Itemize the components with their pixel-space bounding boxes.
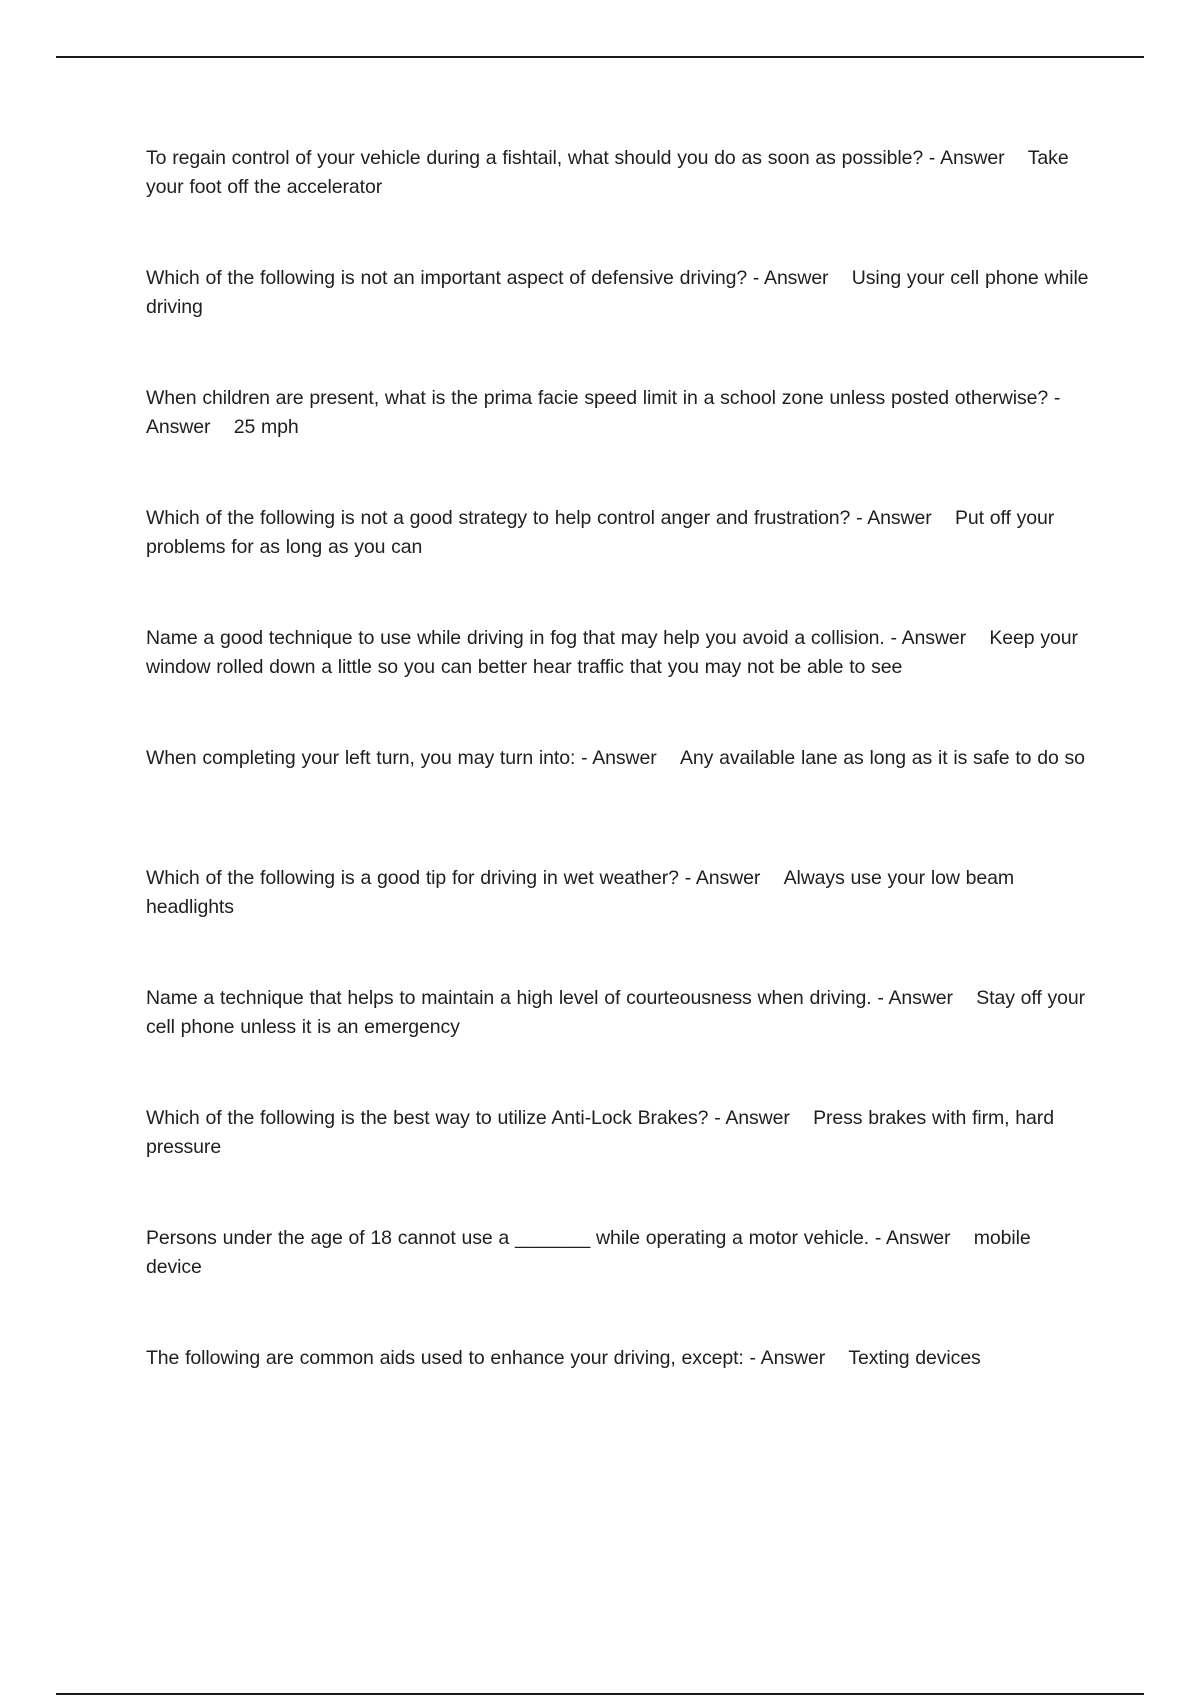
answer-text: Press brakes with firm, hard pressure (146, 1107, 1054, 1158)
footer-rule (56, 1693, 1144, 1695)
answer-marker: - Answer (884, 627, 967, 649)
question-text: When children are present, what is the prima facie speed limit in a school zone unless posted otherwise? (146, 387, 1049, 409)
question-text: When completing your left turn, you may turn into: (146, 747, 576, 769)
answer-text: Put off your problems for as long as you can (146, 507, 1055, 558)
answer-marker: - Answer (708, 1107, 790, 1129)
answer-text: Stay off your cell phone unless it is an emergency (146, 987, 1086, 1038)
answer-text: Always use your low beam headlights (146, 867, 1015, 918)
qa-item (146, 384, 1090, 504)
answer-text: Using your cell phone while driving (146, 267, 1089, 318)
answer-marker: - Answer (923, 147, 1005, 169)
question-text: The following are common aids used to enhance your driving, except: (146, 1347, 744, 1369)
answer-text: mobile device (146, 1227, 1031, 1278)
answer-marker: - Answer (869, 1227, 951, 1249)
answer-marker: - Answer (743, 1347, 826, 1369)
qa-item (146, 624, 1090, 744)
question-text: Persons under the age of 18 cannot use a _______ while operating a motor vehicle. (146, 1227, 870, 1249)
question-text: Name a good technique to use while driving in fog that may help you avoid a collision. (146, 627, 885, 649)
question-text: Which of the following is not an important aspect of defensive driving? (146, 267, 748, 289)
answer-marker: - Answer (575, 747, 657, 769)
answer-text: Texting devices (848, 1347, 981, 1369)
answer-text: Take your foot off the accelerator (146, 147, 1069, 198)
answer-marker: - Answer (747, 267, 829, 289)
qa-item (146, 984, 1090, 1104)
qa-item (146, 1224, 1090, 1344)
qa-item (146, 264, 1090, 384)
qa-item (146, 1344, 1090, 1464)
answer-marker: - Answer (146, 387, 1061, 438)
qa-item (146, 1104, 1090, 1224)
qa-item (146, 744, 1090, 864)
question-text: To regain control of your vehicle during a fishtail, what should you do as soon as possible? (146, 147, 924, 169)
answer-text: 25 mph (233, 416, 299, 438)
qa-item (146, 864, 1090, 984)
header-rule (56, 56, 1144, 58)
question-text: Which of the following is a good tip for driving in wet weather? (146, 867, 679, 889)
answer-marker: - Answer (850, 507, 932, 529)
qa-item (146, 504, 1090, 624)
question-text: Name a technique that helps to maintain a high level of courteousness when driving. (146, 987, 872, 1009)
question-text: Which of the following is not a good strategy to help control anger and frustration? (146, 507, 851, 529)
answer-text: Any available lane as long as it is safe to do so (679, 747, 1085, 769)
answer-text: Keep your window rolled down a little so you can better hear traffic that you may not be able to see (146, 627, 1078, 678)
answer-marker: - Answer (871, 987, 953, 1009)
qa-item (146, 144, 1090, 264)
answer-marker: - Answer (678, 867, 761, 889)
qa-list (146, 144, 1090, 1464)
question-text: Which of the following is the best way to utilize Anti-Lock Brakes? (146, 1107, 709, 1129)
